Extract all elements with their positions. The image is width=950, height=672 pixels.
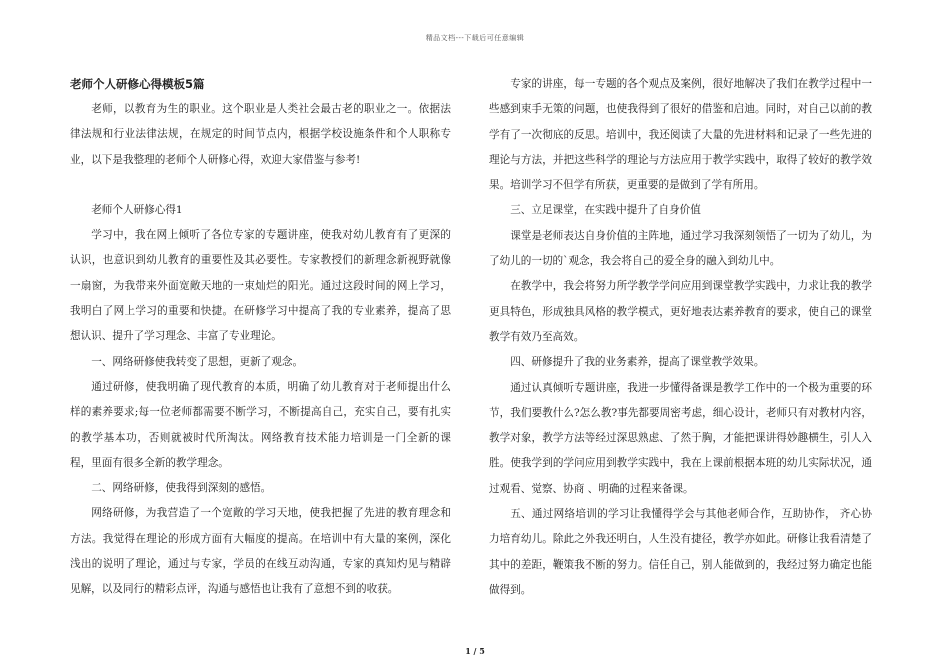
body-paragraph: 通过研修，使我明确了现代教育的本质，明确了幼儿教育对于老师提出什么样的素养要求;每一位老师都需要不断学习，不断提高自己，充实自己，要有扎实的教学基本功，否则就被时代所淘汰。网络教育技术能力培训是一门全新的课程，里面有很多全新的教学理念。 (70, 380, 451, 469)
page-number: 1 / 5 (465, 646, 485, 656)
paragraph-gap (70, 173, 451, 198)
section-heading-4: 四、研修提升了我的业务素养，提高了课堂教学效果。 (510, 356, 765, 369)
body-paragraph: 网络研修，为我营造了一个宽敞的学习天地，使我把握了先进的教育理念和方法。我觉得在理论的形成方面有大幅度的提高。在培训中有大量的案例，深化浅出的说明了理论，通过与专家，学员的在线互动沟通，专家的真知灼见与精辟见解，以及同行的精彩点评，沟通与感悟也让我有了意想不到的收获。 (70, 507, 451, 596)
body-paragraph: 学习中，我在网上倾听了各位专家的专题讲座，使我对幼儿教育有了更深的认识，也意识到幼儿教育的重要性及其必要性。专家教授们的新理念新视野就像一扇窗，为我带来外面宽敞天地的一束灿烂的阳光。通过这段时间的网上学习，我明白了网上学习的重要和快捷。在研修学习中提高了我的专业素养，提高了思想认识、提升了学习理念、丰富了专业理论。 (70, 229, 451, 343)
section-heading-5: 五、通过网络培训的学习让我懂得学会与其他老师合作，互助协作， 齐心协力培育幼儿。除此之外我还明白，人生没有捷径，教学亦如此。研修让我看清楚了其中的差距，鞭策我不断的努力。信任自己，别人能做到的，我经过努力确定也能做得到。 (489, 508, 872, 596)
body-paragraph: 专家的讲座，每一专题的各个观点及案例，很好地解决了我们在教学过程中一些感到束手无策的问题，也使我得到了很好的借鉴和启迪。同时，对自己以前的教学有了一次彻底的反思。培训中，我还阅读了大量的先进材料和记录了一些先进的理论与方法，并把这些科学的理论与方法应用于教学实践中，取得了较好的教学效果。培训学习不但学有所获，更重要的是做到了学有所用。 (489, 78, 872, 192)
section-heading-1: 一、网络研修使我转变了思想，更新了观念。 (91, 355, 304, 368)
body-paragraph: 课堂是老师表达自身价值的主阵地，通过学习我深刻领悟了一切为了幼儿，为了幼儿的一切的`观念，我会将自己的爱全身的融入到幼儿中。 (489, 229, 872, 268)
section-heading-2: 二、网络研修，使我得到深刻的感悟。 (91, 482, 272, 495)
body-paragraph: 在教学中，我会将努力所学教学学问应用到课堂教学实践中，力求让我的教学更具特色，形成独具风格的教学模式，更好地表达素养教育的要求，使自己的课堂教学有效乃至高效。 (489, 280, 872, 343)
right-column (489, 72, 872, 603)
left-column (70, 72, 451, 603)
page-header: 精品文档---下载后可任意编辑 (425, 34, 525, 42)
intro-paragraph: 老师，以教育为生的职业。这个职业是人类社会最古老的职业之一。依据法律法规和行业法律法规，在规定的时间节点内，根据学校设施条件和个人职称专业，以下是我整理的老师个人研修心得，欢迎大家借鉴与参考! (70, 103, 451, 166)
document-title: 老师个人研修心得模板5篇 (70, 77, 205, 91)
section-title: 老师个人研修心得1 (91, 203, 183, 216)
body-paragraph: 通过认真倾听专题讲座，我进一步懂得备课是教学工作中的一个极为重要的环节，我们要教什么?怎么教?事先都要周密考虑，细心设计，老师只有对教材内容，教学对象，教学方法等经过深思熟虑、了然于胸，才能把课讲得妙趣横生，引人入胜。使我学到的学问应用到教学实践中，我在上课前根据本班的幼儿实际状况，通过观看、觉察、协商 、明确的过程来备课。 (489, 381, 872, 495)
section-heading-3: 三、立足课堂，在实践中提升了自身价值 (510, 204, 701, 217)
